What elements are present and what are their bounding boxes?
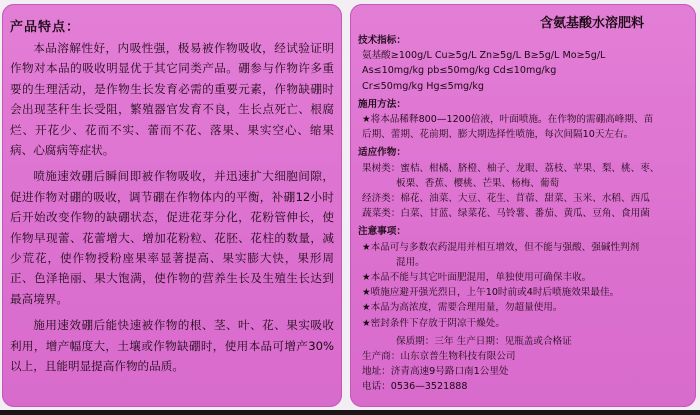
- address-line: 地址：济青高速9号路口南1公里处: [362, 366, 509, 378]
- crops-line-4: 蔬菜类：白菜、甘蓝、绿菜花、马铃薯、番茄、黄瓜、豆角、食用菌: [362, 208, 650, 220]
- shelf-life-line: 保质期：三年 生产日期：见瓶盖或合格证: [396, 335, 572, 347]
- note-line-3: ★本品不能与其它叶面肥混用，单独使用可确保丰收。: [362, 272, 592, 284]
- specs-heading: 技术指标：: [358, 35, 406, 46]
- note-line-1: ★本品可与多数农药混用并相互增效，但不能与强酸、强碱性判剂: [362, 241, 640, 253]
- usage-heading: 施用方法：: [358, 98, 406, 110]
- manufacturer-line: 生产商：山东京普生物科技有限公司: [362, 351, 516, 363]
- notes-heading: 注意事项：: [358, 226, 406, 238]
- note-line-4: ★喷施应避开强光烈日，上午10时前或4时后喷施效果最佳。: [362, 287, 620, 299]
- usage-line-1: ★将本品稀释800—1200倍液，叶面喷施。在作物的需硼高峰期、苗: [362, 114, 654, 126]
- crops-line-3: 经济类：棉花、油菜、大豆、花生、苜蓿、甜菜、玉米、水稻、西瓜: [362, 193, 650, 205]
- spec-line-3: Cr≤50mg/kg Hg≤5mg/kg: [362, 80, 485, 92]
- crops-line-2: 板栗、香蕉、樱桃、芒果、杨梅、葡萄: [396, 177, 560, 189]
- usage-line-2: 后期、蕾期、花前期、膨大期选择性喷施，每次间隔10天左右。: [362, 129, 634, 141]
- bottom-edge-bar: [0, 410, 700, 415]
- features-paragraph-3: 施用速效硼后能快速被作物的根、茎、叶、花、果实吸收利用，增产幅度大，土壤或作物缺硼时，使用本品可增产30%以上，且能明显提高作物的品质。: [10, 318, 334, 374]
- features-paragraph-1: 本品溶解性好，内吸性强，极易被作物吸收，经试验证明作物对本品的吸收明显优于其它同类产品。硼参与作物许多重要的生理活动，是作物生长发育必需的重要元素，作物缺硼时会出现茎秆生长受阻，繁殖器官发育不良，生长点死亡、根腐烂、开花少、花而不实、蕾而不花、落果、果实空心、缩果病、心腐病等症状。: [10, 41, 334, 158]
- features-heading: 产品特点：: [10, 20, 81, 35]
- left-label-panel: [2, 4, 342, 407]
- product-details: [358, 30, 692, 395]
- spec-line-2: As≤10mg/kg pb≤50mg/kg Cd≤10mg/kg: [362, 65, 557, 77]
- note-line-2: 混用。: [396, 256, 425, 268]
- product-title: 含氨基酸水溶肥料: [540, 16, 645, 31]
- features-text: [10, 38, 334, 377]
- phone-line: 电话：0536—3521888: [362, 381, 468, 393]
- features-paragraph-2: 喷施速效硼后瞬间即被作物吸收，并迅速扩大细胞间隙，促进作物对硼的吸收，调节硼在作物体内的平衡，补硼12小时后开始改变作物的缺硼状态，促进花芽分化，花粉管伸长，使作物早现蕾、花蕾增大、增加花粉粒、花胚、花柱的数量，减少荒花，使作物授粉座果率显著提高、果实膨大快，果形周正、色泽艳丽、果大饱满，使作物的营养生长及生殖生长达到最高境界。: [10, 169, 334, 306]
- note-line-5: ★本品为高浓度，需要合理用量，勿超量使用。: [362, 302, 563, 314]
- note-line-6: ★密封条件下存放于阴凉干燥处。: [362, 317, 505, 329]
- crops-heading: 适应作物：: [358, 147, 406, 159]
- crops-line-1: 果树类：蜜桔、柑橘、脐橙、柚子、龙眼、荔枝、苹果、梨、桃、枣、: [362, 162, 660, 174]
- spec-line-1: 氨基酸≥100g/L Cu≥5g/L Zn≥5g/L B≥5g/L Mo≥5g/L: [362, 50, 606, 62]
- right-label-panel: [350, 4, 696, 407]
